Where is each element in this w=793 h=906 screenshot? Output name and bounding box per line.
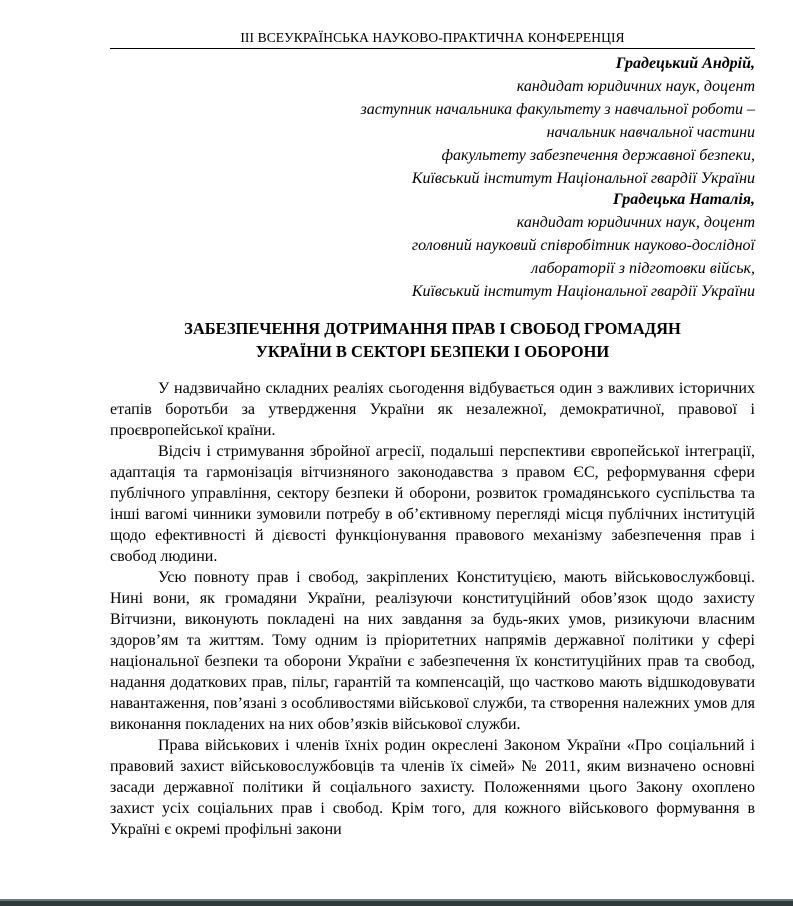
author-name: Градецька Наталія, bbox=[613, 191, 755, 208]
author-affiliation-line: заступник начальника факультету з навчальної роботи – bbox=[360, 101, 755, 118]
author-affiliation-line: кандидат юридичних наук, доцент bbox=[516, 214, 755, 231]
author-affiliation-line: Київський інститут Національної гвардії України bbox=[411, 170, 755, 187]
author-affiliation-line: головний науковий співробітник науково-дослідної bbox=[411, 237, 755, 254]
author-affiliation-line: Київський інститут Національної гвардії України bbox=[411, 283, 755, 300]
author-block-2 bbox=[135, 188, 755, 303]
author-name: Градецький Андрій, bbox=[615, 55, 755, 72]
author-block-1 bbox=[135, 52, 755, 190]
author-affiliation-line: кандидат юридичних наук, доцент bbox=[516, 78, 755, 95]
paragraph: Відсіч і стримування збройної агресії, подальші перспективи європейської інтеграції, адаптація та гармонізація вітчизняного законодавства з правом ЄС, реформування сфери публічного управління, сектору безпеки й оборони, розвиток громадянського суспільства та інші вагомі чинники зумовили потребу в об’єктивному перегляді місця публічних інституцій щодо ефективності й дієвості функціонування правового механізму забезпечення прав і свобод людини. bbox=[110, 443, 755, 565]
article-title-line: ЗАБЕЗПЕЧЕННЯ ДОТРИМАННЯ ПРАВ І СВОБОД ГРОМАДЯН bbox=[184, 319, 681, 338]
bottom-bar-edge bbox=[0, 899, 793, 901]
author-affiliation-line: лабораторії з підготовки військ, bbox=[531, 260, 755, 277]
article-title bbox=[110, 317, 755, 363]
article-body bbox=[110, 378, 755, 840]
paragraph: Права військових і членів їхніх родин окреслені Законом України «Про соціальний і правовий захист військовослужбовців та членів їх сімей» № 2011, яким визначено основні засади державної політики й соціального захисту. Положеннями цього Закону охоплено захист усіх соціальних прав і свобод. Крім того, для кожного військового формування в Україні є окремі профільні закони bbox=[110, 737, 755, 838]
conference-header: ІІІ ВСЕУКРАЇНСЬКА НАУКОВО-ПРАКТИЧНА КОНФЕРЕНЦІЯ bbox=[110, 30, 755, 49]
article-title-line: УКРАЇНИ В СЕКТОРІ БЕЗПЕКИ І ОБОРОНИ bbox=[255, 342, 610, 361]
author-affiliation-line: начальник навчальної частини bbox=[546, 124, 755, 141]
paragraph: Усю повноту прав і свобод, закріплених Конституцією, мають військовослужбовці. Нині вони, як громадяни України, реалізуючи конституційний обов’язок щодо захисту Вітчизни, виконують покладені на них завдання за будь-яких умов, ризикуючи власним здоров’ям та життям. Тому одним із пріоритетних напрямів державної політики у сфері національної безпеки та оборони України є забезпечення їх конституційних прав та свобод, надання додаткових прав, пільг, гарантій та компенсацій, що частково мають відшкодовувати навантаження, пов’язані з особливостями військової служби, та створення належних умов для виконання покладених на них обов’язків військової служби. bbox=[110, 569, 755, 733]
author-affiliation-line: факультету забезпечення державної безпеки, bbox=[441, 147, 755, 164]
paragraph: У надзвичайно складних реаліях сьогодення відбувається один з важливих історичних етапів боротьби за утвердження України як незалежної, демократичної, правової і проєвропейської країни. bbox=[110, 380, 755, 439]
viewer-bottom-bar bbox=[0, 899, 793, 906]
